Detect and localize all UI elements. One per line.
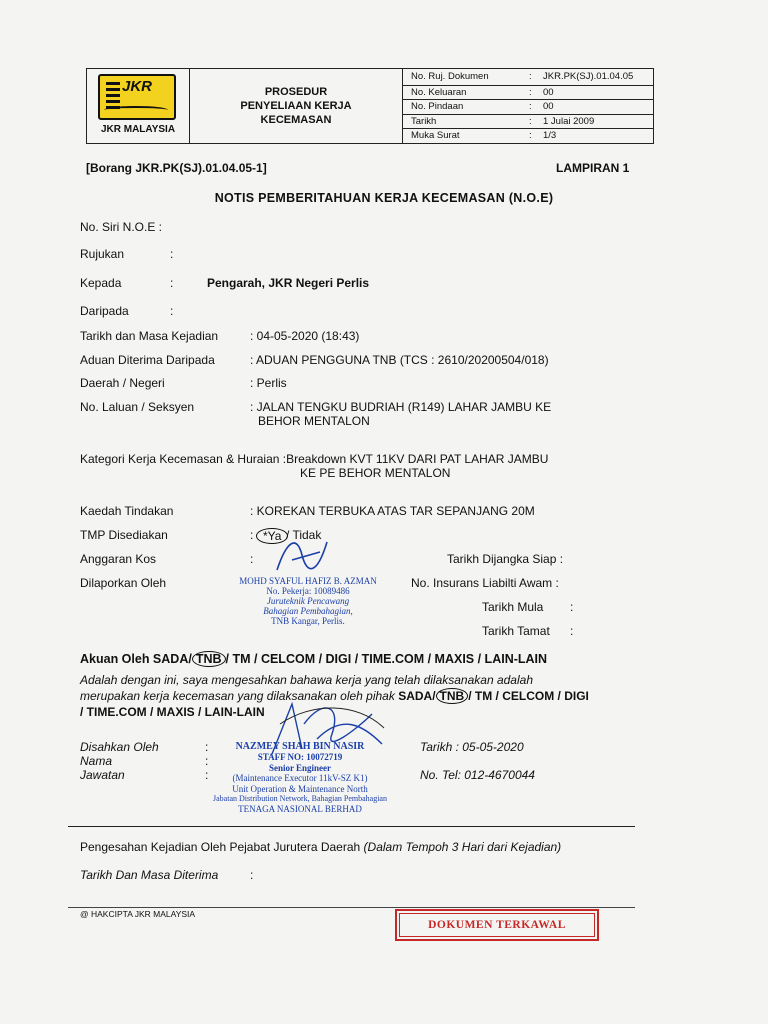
field-kategori-2: KE PE BEHOR MENTALON: [300, 466, 451, 480]
attachment-label: LAMPIRAN 1: [556, 161, 630, 175]
logo-cell: [87, 69, 190, 143]
field-kategori: Kategori Kerja Kecemasan & Huraian :Breakdown KVT 11KV DARI PAT LAHAR JAMBU: [80, 452, 549, 466]
field-tarikh-masa: Tarikh dan Masa Kejadian: [80, 329, 219, 343]
reporter-signature: [272, 530, 332, 580]
sign-tel: No. Tel: 012-4670044: [420, 768, 535, 782]
procedure-cell: [190, 69, 403, 143]
field-insurans: No. Insurans Liabilti Awam :: [411, 576, 559, 590]
procedure-title: PROSEDUR PENYELIAAN KERJA KECEMASAN: [240, 86, 352, 126]
pengesahan-text: Pengesahan Kejadian Oleh Pejabat Jurutera Daerah (Dalam Tempoh 3 Hari dari Kejadian): [80, 840, 562, 854]
field-aduan-value: : ADUAN PENGGUNA TNB (TCS : 2610/20200504/018): [250, 353, 549, 367]
field-kepada: Kepada: [80, 276, 122, 290]
tarikh-diterima: Tarikh Dan Masa Diterima: [80, 868, 219, 882]
field-kaedah-value: : KOREKAN TERBUKA ATAS TAR SEPANJANG 20M: [250, 504, 535, 518]
reporter-stamp: MOHD SYAFUL HAFIZ B. AZMAN No. Pekerja: 10089486 Juruteknik Pencawang Bahagian Pembahagian, TNB Kangar, Perlis.: [239, 576, 377, 626]
tnb-circled: TNB: [192, 651, 226, 667]
tmp-ya-circled: *Ya: [256, 528, 288, 544]
field-no-siri: No. Siri N.O.E :: [80, 220, 163, 234]
meta-page: Muka Surat : 1/3: [403, 128, 653, 144]
field-daerah-value: : Perlis: [250, 376, 287, 390]
field-laluan-value-2: BEHOR MENTALON: [258, 414, 370, 428]
footer-divider: [68, 907, 635, 908]
field-daripada: Daripada: [80, 304, 129, 318]
field-tarikh-masa-value: : 04-05-2020 (18:43): [250, 329, 360, 343]
controlled-document-stamp: DOKUMEN TERKAWAL: [395, 909, 599, 941]
field-kepada-value: Pengarah, JKR Negeri Perlis: [207, 276, 370, 290]
copyright: @ HAKCIPTA JKR MALAYSIA: [80, 909, 196, 919]
field-laluan: No. Laluan / Seksyen: [80, 400, 195, 414]
field-aduan: Aduan Diterima Daripada: [80, 353, 215, 367]
sign-disahkan: Disahkan Oleh: [80, 740, 159, 754]
jkr-logo: JKR: [98, 74, 176, 120]
akuan-body: Adalah dengan ini, saya mengesahkan bahawa kerja yang telah dilaksanakan adalah merupakan kerja kecemasan yang dilaksanakan oleh pihak SADA/ TNB / TM / CELCOM / DIGI / TIME.COM / MAXIS / LAIN-LAIN: [80, 673, 589, 719]
meta-release: No. Keluaran : 00: [403, 85, 653, 101]
document-header: [86, 68, 654, 144]
akuan-heading: Akuan Oleh SADA/ TNB / TM / CELCOM / DIGI / TIME.COM / MAXIS / LAIN-LAIN: [80, 652, 548, 666]
tmp-tidak: / Tidak: [286, 528, 322, 542]
meta-doc-ref: No. Ruj. Dokumen : JKR.PK(SJ).01.04.05: [411, 71, 634, 82]
field-laluan-value: : JALAN TENGKU BUDRIAH (R149) LAHAR JAMBU KE: [250, 400, 552, 414]
field-dilaporkan: Dilaporkan Oleh: [80, 576, 167, 590]
section-divider: [68, 826, 635, 827]
field-tmp: TMP Disediakan: [80, 528, 168, 542]
field-tarikh-mula: Tarikh Mula: [482, 600, 544, 614]
page-title: NOTIS PEMBERITAHUAN KERJA KECEMASAN (N.O.E): [214, 191, 554, 205]
org-name: JKR MALAYSIA: [100, 124, 176, 135]
sign-tarikh: Tarikh : 05-05-2020: [420, 740, 524, 754]
field-daerah: Daerah / Negeri: [80, 376, 165, 390]
meta-date: Tarikh : 1 Julai 2009: [403, 114, 653, 130]
sign-jawatan: Jawatan: [80, 768, 125, 782]
field-kaedah: Kaedah Tindakan: [80, 504, 174, 518]
form-reference: [Borang JKR.PK(SJ).01.04.05-1]: [86, 161, 267, 175]
sign-nama: Nama: [80, 754, 113, 768]
field-tarikh-siap: Tarikh Dijangka Siap :: [447, 552, 564, 566]
field-tarikh-tamat: Tarikh Tamat: [482, 624, 550, 638]
field-rujukan: Rujukan: [80, 247, 125, 261]
field-anggaran: Anggaran Kos: [80, 552, 157, 566]
meta-amendment: No. Pindaan : 00: [403, 99, 653, 115]
approver-stamp: NAZMEY SHAH BIN NASIR STAFF NO: 10072719 Senior Engineer (Maintenance Executor 11kV-SZ K1) Unit Operation & Maintenance North Jabatan Distribution Network, Bahagian Pembahagian TENAGA NASIONAL BERHAD: [213, 741, 387, 815]
